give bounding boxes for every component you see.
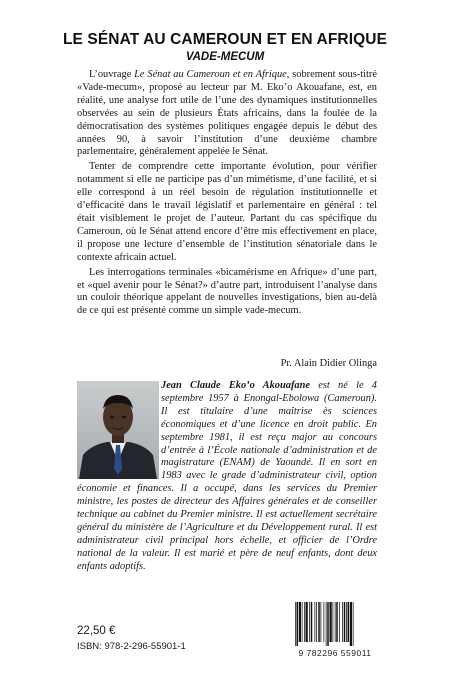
barcode-bar bbox=[324, 602, 325, 642]
preface-signature: Pr. Alain Didier Olinga bbox=[280, 358, 377, 369]
preface-text bbox=[77, 69, 377, 318]
barcode-bar bbox=[330, 602, 332, 642]
barcode-bar bbox=[336, 602, 338, 642]
barcode-bar bbox=[335, 602, 336, 642]
barcode-bar bbox=[333, 602, 334, 642]
barcode-bar bbox=[339, 602, 340, 642]
barcode-bar bbox=[311, 602, 313, 642]
barcode-bar bbox=[321, 602, 322, 642]
price: 22,50 € bbox=[77, 625, 116, 637]
isbn: ISBN: 978-2-296-55901-1 bbox=[77, 641, 186, 652]
preface-paragraph-3: Les interrogations terminales «bicamérisme en Afrique» d’une part, et «quel avenir pour le Sénat?» d’autre part, introduisent l’analyse dans un couloir théorique appelant de nouvelles investigations, bien au-delà de ce qui est présenté comme un simple vade-mecum. bbox=[77, 266, 377, 317]
author-name: Jean Claude Eko’o Akouafane bbox=[161, 380, 311, 391]
barcode-bar bbox=[344, 602, 346, 642]
preface-paragraph-1: L’ouvrage Le Sénat au Cameroun et en Afrique, sobrement sous-titré «Vade-mecum», proposé au lecteur par M. Eko’o Akouafane, est, en réalité, une analyse fort utile de l’une des dynamiques institutionnelles observées au sein de plusieurs États africains, dans la foulée de la démocratisation des systèmes politiques engagée depuis le début des années 90, à savoir l’institution d’une deuxième chambre parlementaire, généralement appelée le Sénat. bbox=[77, 69, 377, 158]
book-title: LE SÉNAT AU CAMEROUN ET EN AFRIQUE bbox=[62, 31, 388, 48]
barcode-number: 9 782296 559011 bbox=[298, 648, 372, 658]
barcode-bar bbox=[306, 602, 308, 642]
barcode-bar bbox=[326, 602, 327, 646]
barcode-bar bbox=[353, 602, 354, 646]
book-subtitle: VADE-MECUM bbox=[185, 51, 265, 63]
preface-paragraph-2: Tenter de comprendre cette importante évolution, pour vérifier notamment si elle ne participe pas d’un mimétisme, d’une facilité, et si elle correspond à un réel besoin de régulation institutionnelle et d’efficacité dans le travail législatif et parlementaire en général : tel était visiblement le projet de l’auteur. Partant du cas spécifique du Cameroun, où le Sénat attend encore d’être mis effectivement en place, il propose une lecture d’ensemble de l’institution sénatoriale dans le contexte africain actuel. bbox=[77, 161, 377, 263]
barcode-bar bbox=[302, 602, 303, 642]
barcode-bar bbox=[318, 602, 320, 642]
barcode-bar bbox=[297, 602, 299, 646]
barcode-bar bbox=[304, 602, 305, 642]
barcode-bar bbox=[295, 602, 296, 646]
barcode-bar bbox=[316, 602, 317, 642]
barcode-bar bbox=[299, 602, 301, 642]
barcode-bar bbox=[350, 602, 352, 646]
barcode-bar bbox=[309, 602, 310, 642]
barcode-bar bbox=[315, 602, 316, 642]
author-biography bbox=[77, 380, 377, 574]
barcode-bar bbox=[327, 602, 329, 646]
barcode-bar bbox=[348, 602, 350, 642]
author-bio-text: est né le 4 septembre 1957 à Enongal-Ebolowa (Cameroun). Il est titulaire d’une maîtrise ès sciences économiques et d’une licence en droit public. En septembre 1981, il est reçu major au concours d’entrée à l’École nationale d’administration et de magistrature (ENAM) de Yaoundé. Il en sort en 1983 avec le grade d’administrateur civil, option économie et finances. Il a occupé, dans les services du Premier ministre, les postes de directeur des Affaires générales et de conseiller technique au cabinet du Premier ministre. Il est actuellement secrétaire général du ministère de l’Agriculture et du Développement rural. Il est administrateur civil principal hors échelle, et officier de l’Ordre national de la valeur. Il est marié et père de neuf enfants, dont deux enfants adoptifs. bbox=[77, 380, 377, 572]
barcode-bar bbox=[346, 602, 347, 642]
barcode-bar bbox=[342, 602, 343, 642]
